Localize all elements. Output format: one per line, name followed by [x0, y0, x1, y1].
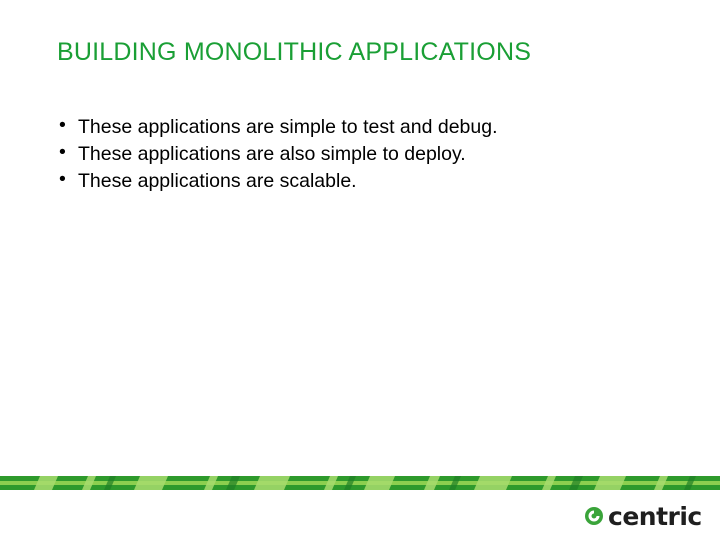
bullet-dot-icon: • [59, 114, 66, 136]
centric-swirl-icon [584, 506, 604, 526]
bullet-text: These applications are also simple to deploy. [78, 143, 466, 165]
green-stripe-band [0, 476, 720, 490]
logo-text: centric [608, 501, 702, 531]
bullet-dot-icon: • [59, 141, 66, 163]
slide-title: BUILDING MONOLITHIC APPLICATIONS [57, 38, 532, 66]
bullet-item [57, 168, 498, 195]
bullet-text: These applications are simple to test and debug. [78, 116, 498, 138]
bullet-list [57, 114, 498, 195]
bullet-text: These applications are scalable. [78, 170, 357, 192]
bullet-dot-icon: • [59, 168, 66, 190]
bullet-item [57, 141, 498, 168]
centric-logo [584, 498, 702, 534]
bullet-item [57, 114, 498, 141]
